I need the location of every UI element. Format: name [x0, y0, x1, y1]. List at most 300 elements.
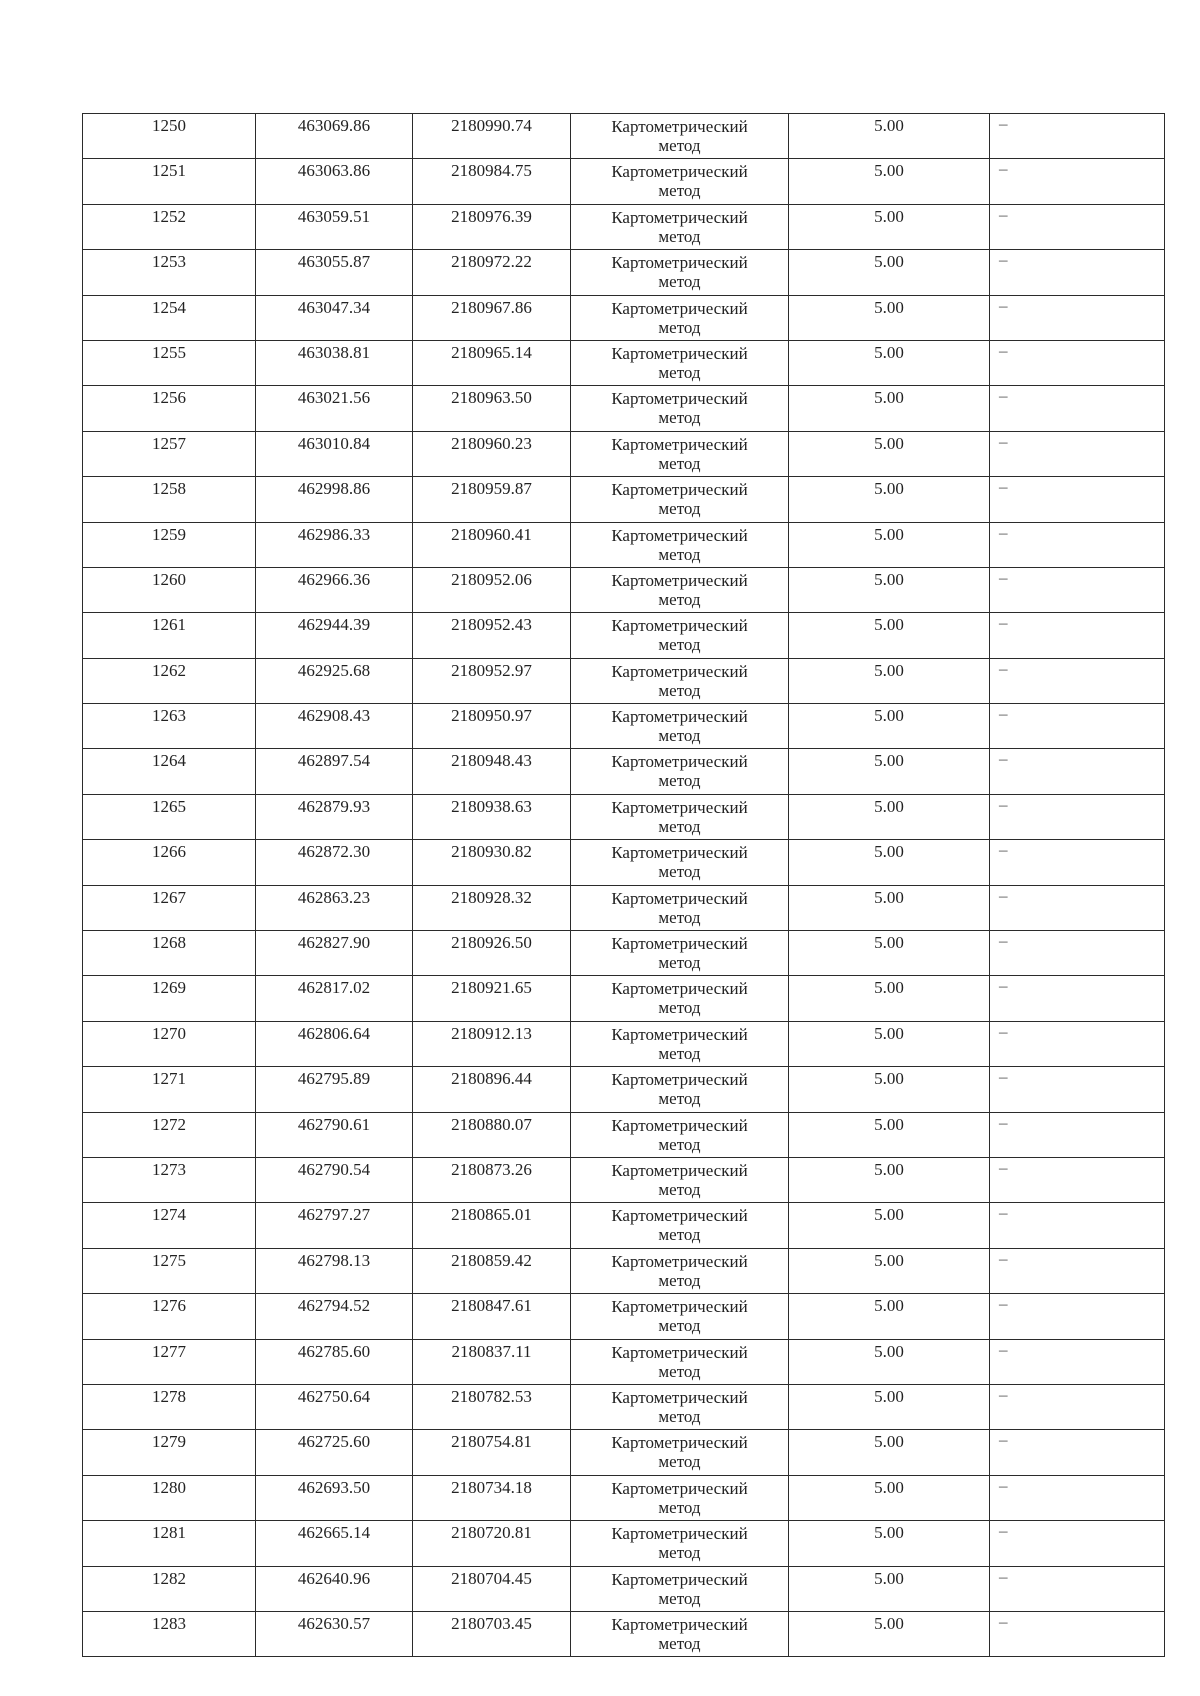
method-line-2: метод [658, 453, 701, 473]
method-line-2: метод [658, 499, 701, 519]
y-coordinate-cell: 2180880.07 [413, 1112, 571, 1157]
point-number-cell: 1276 [83, 1294, 256, 1339]
method-line-2: метод [658, 1179, 701, 1199]
point-number-cell: 1272 [83, 1112, 256, 1157]
table-row [83, 1521, 1165, 1566]
accuracy-cell: 5.00 [789, 1521, 990, 1566]
description-cell: – [990, 1248, 1165, 1293]
point-number-cell: 1275 [83, 1248, 256, 1293]
y-coordinate-cell: 2180972.22 [413, 250, 571, 295]
method-line-1: Картометрический [611, 1206, 748, 1226]
x-coordinate-cell: 462798.13 [256, 1248, 413, 1293]
table-body [83, 114, 1165, 1657]
table-row [83, 1566, 1165, 1611]
method-cell [571, 1384, 789, 1429]
accuracy-cell: 5.00 [789, 1157, 990, 1202]
point-number-cell: 1257 [83, 431, 256, 476]
accuracy-cell: 5.00 [789, 386, 990, 431]
y-coordinate-cell: 2180921.65 [413, 976, 571, 1021]
x-coordinate-cell: 463038.81 [256, 340, 413, 385]
accuracy-cell: 5.00 [789, 1611, 990, 1656]
table-row [83, 295, 1165, 340]
x-coordinate-cell: 462797.27 [256, 1203, 413, 1248]
method-cell [571, 1521, 789, 1566]
description-cell: – [990, 1067, 1165, 1112]
table-row [83, 1021, 1165, 1066]
method-line-2: метод [658, 1452, 701, 1472]
method-cell [571, 204, 789, 249]
table-row [83, 1611, 1165, 1656]
method-line-1: Картометрический [611, 1614, 748, 1634]
method-line-1: Картометрический [611, 162, 748, 182]
description-cell: – [990, 613, 1165, 658]
x-coordinate-cell: 463010.84 [256, 431, 413, 476]
point-number-cell: 1255 [83, 340, 256, 385]
description-cell: – [990, 1566, 1165, 1611]
method-cell [571, 1294, 789, 1339]
x-coordinate-cell: 462725.60 [256, 1430, 413, 1475]
method-line-2: метод [658, 544, 701, 564]
table-row [83, 1248, 1165, 1293]
table-row [83, 1475, 1165, 1520]
point-number-cell: 1267 [83, 885, 256, 930]
accuracy-cell: 5.00 [789, 794, 990, 839]
y-coordinate-cell: 2180952.43 [413, 613, 571, 658]
method-line-2: метод [658, 1406, 701, 1426]
method-cell [571, 1566, 789, 1611]
point-number-cell: 1262 [83, 658, 256, 703]
x-coordinate-cell: 462794.52 [256, 1294, 413, 1339]
accuracy-cell: 5.00 [789, 658, 990, 703]
method-line-1: Картометрический [611, 1342, 748, 1362]
table-row [83, 931, 1165, 976]
x-coordinate-cell: 462795.89 [256, 1067, 413, 1112]
point-number-cell: 1259 [83, 522, 256, 567]
x-coordinate-cell: 462998.86 [256, 477, 413, 522]
x-coordinate-cell: 462879.93 [256, 794, 413, 839]
x-coordinate-cell: 462640.96 [256, 1566, 413, 1611]
point-number-cell: 1282 [83, 1566, 256, 1611]
method-line-2: метод [658, 1316, 701, 1336]
x-coordinate-cell: 462908.43 [256, 704, 413, 749]
table-row [83, 1294, 1165, 1339]
description-cell: – [990, 1112, 1165, 1157]
y-coordinate-cell: 2180865.01 [413, 1203, 571, 1248]
method-line-1: Картометрический [611, 888, 748, 908]
description-cell: – [990, 159, 1165, 204]
accuracy-cell: 5.00 [789, 704, 990, 749]
y-coordinate-cell: 2180948.43 [413, 749, 571, 794]
method-cell [571, 1430, 789, 1475]
method-cell [571, 522, 789, 567]
point-number-cell: 1279 [83, 1430, 256, 1475]
accuracy-cell: 5.00 [789, 159, 990, 204]
method-line-1: Картометрический [611, 117, 748, 136]
accuracy-cell: 5.00 [789, 613, 990, 658]
point-number-cell: 1260 [83, 567, 256, 612]
point-number-cell: 1263 [83, 704, 256, 749]
method-line-1: Картометрический [611, 1569, 748, 1589]
method-cell [571, 1475, 789, 1520]
table-row [83, 658, 1165, 703]
accuracy-cell: 5.00 [789, 1067, 990, 1112]
description-cell: – [990, 931, 1165, 976]
point-number-cell: 1251 [83, 159, 256, 204]
method-cell [571, 114, 789, 159]
table-row [83, 250, 1165, 295]
y-coordinate-cell: 2180963.50 [413, 386, 571, 431]
table-row [83, 1339, 1165, 1384]
accuracy-cell: 5.00 [789, 1430, 990, 1475]
x-coordinate-cell: 462806.64 [256, 1021, 413, 1066]
table-row [83, 1430, 1165, 1475]
point-number-cell: 1266 [83, 840, 256, 885]
table-row [83, 885, 1165, 930]
y-coordinate-cell: 2180847.61 [413, 1294, 571, 1339]
point-number-cell: 1269 [83, 976, 256, 1021]
y-coordinate-cell: 2180990.74 [413, 114, 571, 159]
method-line-1: Картометрический [611, 253, 748, 273]
method-line-2: метод [658, 635, 701, 655]
method-line-1: Картометрический [611, 207, 748, 227]
table-row [83, 1112, 1165, 1157]
method-cell [571, 1157, 789, 1202]
accuracy-cell: 5.00 [789, 567, 990, 612]
accuracy-cell: 5.00 [789, 1475, 990, 1520]
y-coordinate-cell: 2180720.81 [413, 1521, 571, 1566]
description-cell: – [990, 1203, 1165, 1248]
method-line-2: метод [658, 272, 701, 292]
y-coordinate-cell: 2180952.06 [413, 567, 571, 612]
method-line-2: метод [658, 1633, 701, 1653]
table-row [83, 1203, 1165, 1248]
x-coordinate-cell: 462817.02 [256, 976, 413, 1021]
description-cell: – [990, 704, 1165, 749]
method-line-2: метод [658, 589, 701, 609]
description-cell: – [990, 1021, 1165, 1066]
x-coordinate-cell: 463021.56 [256, 386, 413, 431]
method-line-2: метод [658, 998, 701, 1018]
description-cell: – [990, 1430, 1165, 1475]
table-row [83, 1157, 1165, 1202]
description-cell: – [990, 976, 1165, 1021]
point-number-cell: 1278 [83, 1384, 256, 1429]
method-line-1: Картометрический [611, 1478, 748, 1498]
x-coordinate-cell: 462863.23 [256, 885, 413, 930]
accuracy-cell: 5.00 [789, 885, 990, 930]
description-cell: – [990, 114, 1165, 159]
point-number-cell: 1254 [83, 295, 256, 340]
table-row [83, 340, 1165, 385]
description-cell: – [990, 840, 1165, 885]
description-cell: – [990, 749, 1165, 794]
coordinates-table [82, 113, 1165, 1657]
method-line-2: метод [658, 771, 701, 791]
table-row [83, 1384, 1165, 1429]
method-line-1: Картометрический [611, 1433, 748, 1453]
x-coordinate-cell: 462827.90 [256, 931, 413, 976]
accuracy-cell: 5.00 [789, 840, 990, 885]
method-line-1: Картометрический [611, 979, 748, 999]
point-number-cell: 1280 [83, 1475, 256, 1520]
method-line-1: Картометрический [611, 343, 748, 363]
table-row [83, 204, 1165, 249]
y-coordinate-cell: 2180959.87 [413, 477, 571, 522]
method-cell [571, 159, 789, 204]
method-line-1: Картометрический [611, 1070, 748, 1090]
x-coordinate-cell: 463059.51 [256, 204, 413, 249]
y-coordinate-cell: 2180734.18 [413, 1475, 571, 1520]
method-cell [571, 250, 789, 295]
method-cell [571, 386, 789, 431]
y-coordinate-cell: 2180952.97 [413, 658, 571, 703]
y-coordinate-cell: 2180965.14 [413, 340, 571, 385]
method-cell [571, 1248, 789, 1293]
method-cell [571, 885, 789, 930]
method-line-1: Картометрический [611, 707, 748, 727]
accuracy-cell: 5.00 [789, 204, 990, 249]
y-coordinate-cell: 2180896.44 [413, 1067, 571, 1112]
method-line-1: Картометрический [611, 1115, 748, 1135]
point-number-cell: 1258 [83, 477, 256, 522]
method-cell [571, 704, 789, 749]
y-coordinate-cell: 2180960.23 [413, 431, 571, 476]
method-line-1: Картометрический [611, 1387, 748, 1407]
method-line-1: Картометрический [611, 843, 748, 863]
table-row [83, 976, 1165, 1021]
x-coordinate-cell: 462630.57 [256, 1611, 413, 1656]
method-line-1: Картометрический [611, 616, 748, 636]
description-cell: – [990, 1294, 1165, 1339]
x-coordinate-cell: 462925.68 [256, 658, 413, 703]
point-number-cell: 1264 [83, 749, 256, 794]
accuracy-cell: 5.00 [789, 1384, 990, 1429]
accuracy-cell: 5.00 [789, 931, 990, 976]
y-coordinate-cell: 2180754.81 [413, 1430, 571, 1475]
method-cell [571, 431, 789, 476]
method-line-2: метод [658, 1497, 701, 1517]
table-row [83, 1067, 1165, 1112]
x-coordinate-cell: 462897.54 [256, 749, 413, 794]
method-line-2: метод [658, 907, 701, 927]
accuracy-cell: 5.00 [789, 114, 990, 159]
table-row [83, 522, 1165, 567]
description-cell: – [990, 1475, 1165, 1520]
table-row [83, 704, 1165, 749]
y-coordinate-cell: 2180873.26 [413, 1157, 571, 1202]
table-row [83, 613, 1165, 658]
point-number-cell: 1283 [83, 1611, 256, 1656]
method-line-2: метод [658, 1089, 701, 1109]
method-line-2: метод [658, 1225, 701, 1245]
description-cell: – [990, 1384, 1165, 1429]
method-cell [571, 1203, 789, 1248]
method-cell [571, 477, 789, 522]
method-cell [571, 1067, 789, 1112]
method-line-2: метод [658, 726, 701, 746]
method-cell [571, 1611, 789, 1656]
x-coordinate-cell: 462693.50 [256, 1475, 413, 1520]
accuracy-cell: 5.00 [789, 340, 990, 385]
point-number-cell: 1270 [83, 1021, 256, 1066]
method-line-1: Картометрический [611, 1251, 748, 1271]
x-coordinate-cell: 463055.87 [256, 250, 413, 295]
x-coordinate-cell: 462944.39 [256, 613, 413, 658]
point-number-cell: 1274 [83, 1203, 256, 1248]
method-cell [571, 658, 789, 703]
y-coordinate-cell: 2180782.53 [413, 1384, 571, 1429]
x-coordinate-cell: 463063.86 [256, 159, 413, 204]
point-number-cell: 1281 [83, 1521, 256, 1566]
description-cell: – [990, 522, 1165, 567]
method-line-1: Картометрический [611, 797, 748, 817]
accuracy-cell: 5.00 [789, 295, 990, 340]
method-cell [571, 613, 789, 658]
method-line-2: метод [658, 1588, 701, 1608]
accuracy-cell: 5.00 [789, 1112, 990, 1157]
method-line-1: Картометрический [611, 1160, 748, 1180]
description-cell: – [990, 204, 1165, 249]
method-cell [571, 295, 789, 340]
y-coordinate-cell: 2180704.45 [413, 1566, 571, 1611]
accuracy-cell: 5.00 [789, 1566, 990, 1611]
method-line-2: метод [658, 136, 701, 155]
method-line-2: метод [658, 953, 701, 973]
method-cell [571, 976, 789, 1021]
x-coordinate-cell: 462665.14 [256, 1521, 413, 1566]
method-line-1: Картометрический [611, 298, 748, 318]
x-coordinate-cell: 462750.64 [256, 1384, 413, 1429]
y-coordinate-cell: 2180926.50 [413, 931, 571, 976]
method-line-2: метод [658, 1270, 701, 1290]
method-line-2: метод [658, 181, 701, 201]
point-number-cell: 1261 [83, 613, 256, 658]
x-coordinate-cell: 463069.86 [256, 114, 413, 159]
point-number-cell: 1273 [83, 1157, 256, 1202]
y-coordinate-cell: 2180930.82 [413, 840, 571, 885]
method-line-2: метод [658, 862, 701, 882]
y-coordinate-cell: 2180950.97 [413, 704, 571, 749]
method-line-1: Картометрический [611, 752, 748, 772]
method-line-1: Картометрический [611, 661, 748, 681]
table-row [83, 840, 1165, 885]
description-cell: – [990, 658, 1165, 703]
y-coordinate-cell: 2180703.45 [413, 1611, 571, 1656]
accuracy-cell: 5.00 [789, 431, 990, 476]
method-line-2: метод [658, 680, 701, 700]
method-line-1: Картометрический [611, 1524, 748, 1544]
y-coordinate-cell: 2180928.32 [413, 885, 571, 930]
method-line-1: Картометрический [611, 480, 748, 500]
accuracy-cell: 5.00 [789, 250, 990, 295]
description-cell: – [990, 340, 1165, 385]
y-coordinate-cell: 2180938.63 [413, 794, 571, 839]
method-line-2: метод [658, 226, 701, 246]
y-coordinate-cell: 2180859.42 [413, 1248, 571, 1293]
method-line-2: метод [658, 362, 701, 382]
accuracy-cell: 5.00 [789, 522, 990, 567]
method-line-2: метод [658, 408, 701, 428]
method-line-1: Картометрический [611, 525, 748, 545]
method-cell [571, 749, 789, 794]
y-coordinate-cell: 2180912.13 [413, 1021, 571, 1066]
method-cell [571, 1021, 789, 1066]
y-coordinate-cell: 2180984.75 [413, 159, 571, 204]
method-cell [571, 340, 789, 385]
table-row [83, 567, 1165, 612]
method-line-2: метод [658, 816, 701, 836]
description-cell: – [990, 386, 1165, 431]
x-coordinate-cell: 462790.54 [256, 1157, 413, 1202]
method-line-1: Картометрический [611, 570, 748, 590]
table-row [83, 114, 1165, 159]
accuracy-cell: 5.00 [789, 477, 990, 522]
method-cell [571, 840, 789, 885]
accuracy-cell: 5.00 [789, 1339, 990, 1384]
method-cell [571, 567, 789, 612]
table-row [83, 159, 1165, 204]
x-coordinate-cell: 462785.60 [256, 1339, 413, 1384]
y-coordinate-cell: 2180837.11 [413, 1339, 571, 1384]
accuracy-cell: 5.00 [789, 1021, 990, 1066]
table-row [83, 749, 1165, 794]
point-number-cell: 1256 [83, 386, 256, 431]
point-number-cell: 1252 [83, 204, 256, 249]
description-cell: – [990, 1521, 1165, 1566]
point-number-cell: 1277 [83, 1339, 256, 1384]
method-cell [571, 794, 789, 839]
x-coordinate-cell: 462872.30 [256, 840, 413, 885]
accuracy-cell: 5.00 [789, 976, 990, 1021]
point-number-cell: 1265 [83, 794, 256, 839]
description-cell: – [990, 250, 1165, 295]
y-coordinate-cell: 2180967.86 [413, 295, 571, 340]
x-coordinate-cell: 463047.34 [256, 295, 413, 340]
description-cell: – [990, 1611, 1165, 1656]
accuracy-cell: 5.00 [789, 749, 990, 794]
description-cell: – [990, 567, 1165, 612]
table-row [83, 386, 1165, 431]
x-coordinate-cell: 462790.61 [256, 1112, 413, 1157]
y-coordinate-cell: 2180960.41 [413, 522, 571, 567]
method-line-2: метод [658, 317, 701, 337]
accuracy-cell: 5.00 [789, 1248, 990, 1293]
point-number-cell: 1271 [83, 1067, 256, 1112]
table-row [83, 477, 1165, 522]
description-cell: – [990, 1157, 1165, 1202]
x-coordinate-cell: 462966.36 [256, 567, 413, 612]
method-line-1: Картометрический [611, 934, 748, 954]
point-number-cell: 1250 [83, 114, 256, 159]
method-line-1: Картометрический [611, 1024, 748, 1044]
y-coordinate-cell: 2180976.39 [413, 204, 571, 249]
point-number-cell: 1268 [83, 931, 256, 976]
description-cell: – [990, 295, 1165, 340]
x-coordinate-cell: 462986.33 [256, 522, 413, 567]
table-row [83, 431, 1165, 476]
description-cell: – [990, 1339, 1165, 1384]
method-line-2: метод [658, 1043, 701, 1063]
accuracy-cell: 5.00 [789, 1203, 990, 1248]
description-cell: – [990, 431, 1165, 476]
point-number-cell: 1253 [83, 250, 256, 295]
accuracy-cell: 5.00 [789, 1294, 990, 1339]
description-cell: – [990, 794, 1165, 839]
method-line-1: Картометрический [611, 389, 748, 409]
method-line-2: метод [658, 1361, 701, 1381]
method-line-2: метод [658, 1543, 701, 1563]
method-cell [571, 931, 789, 976]
